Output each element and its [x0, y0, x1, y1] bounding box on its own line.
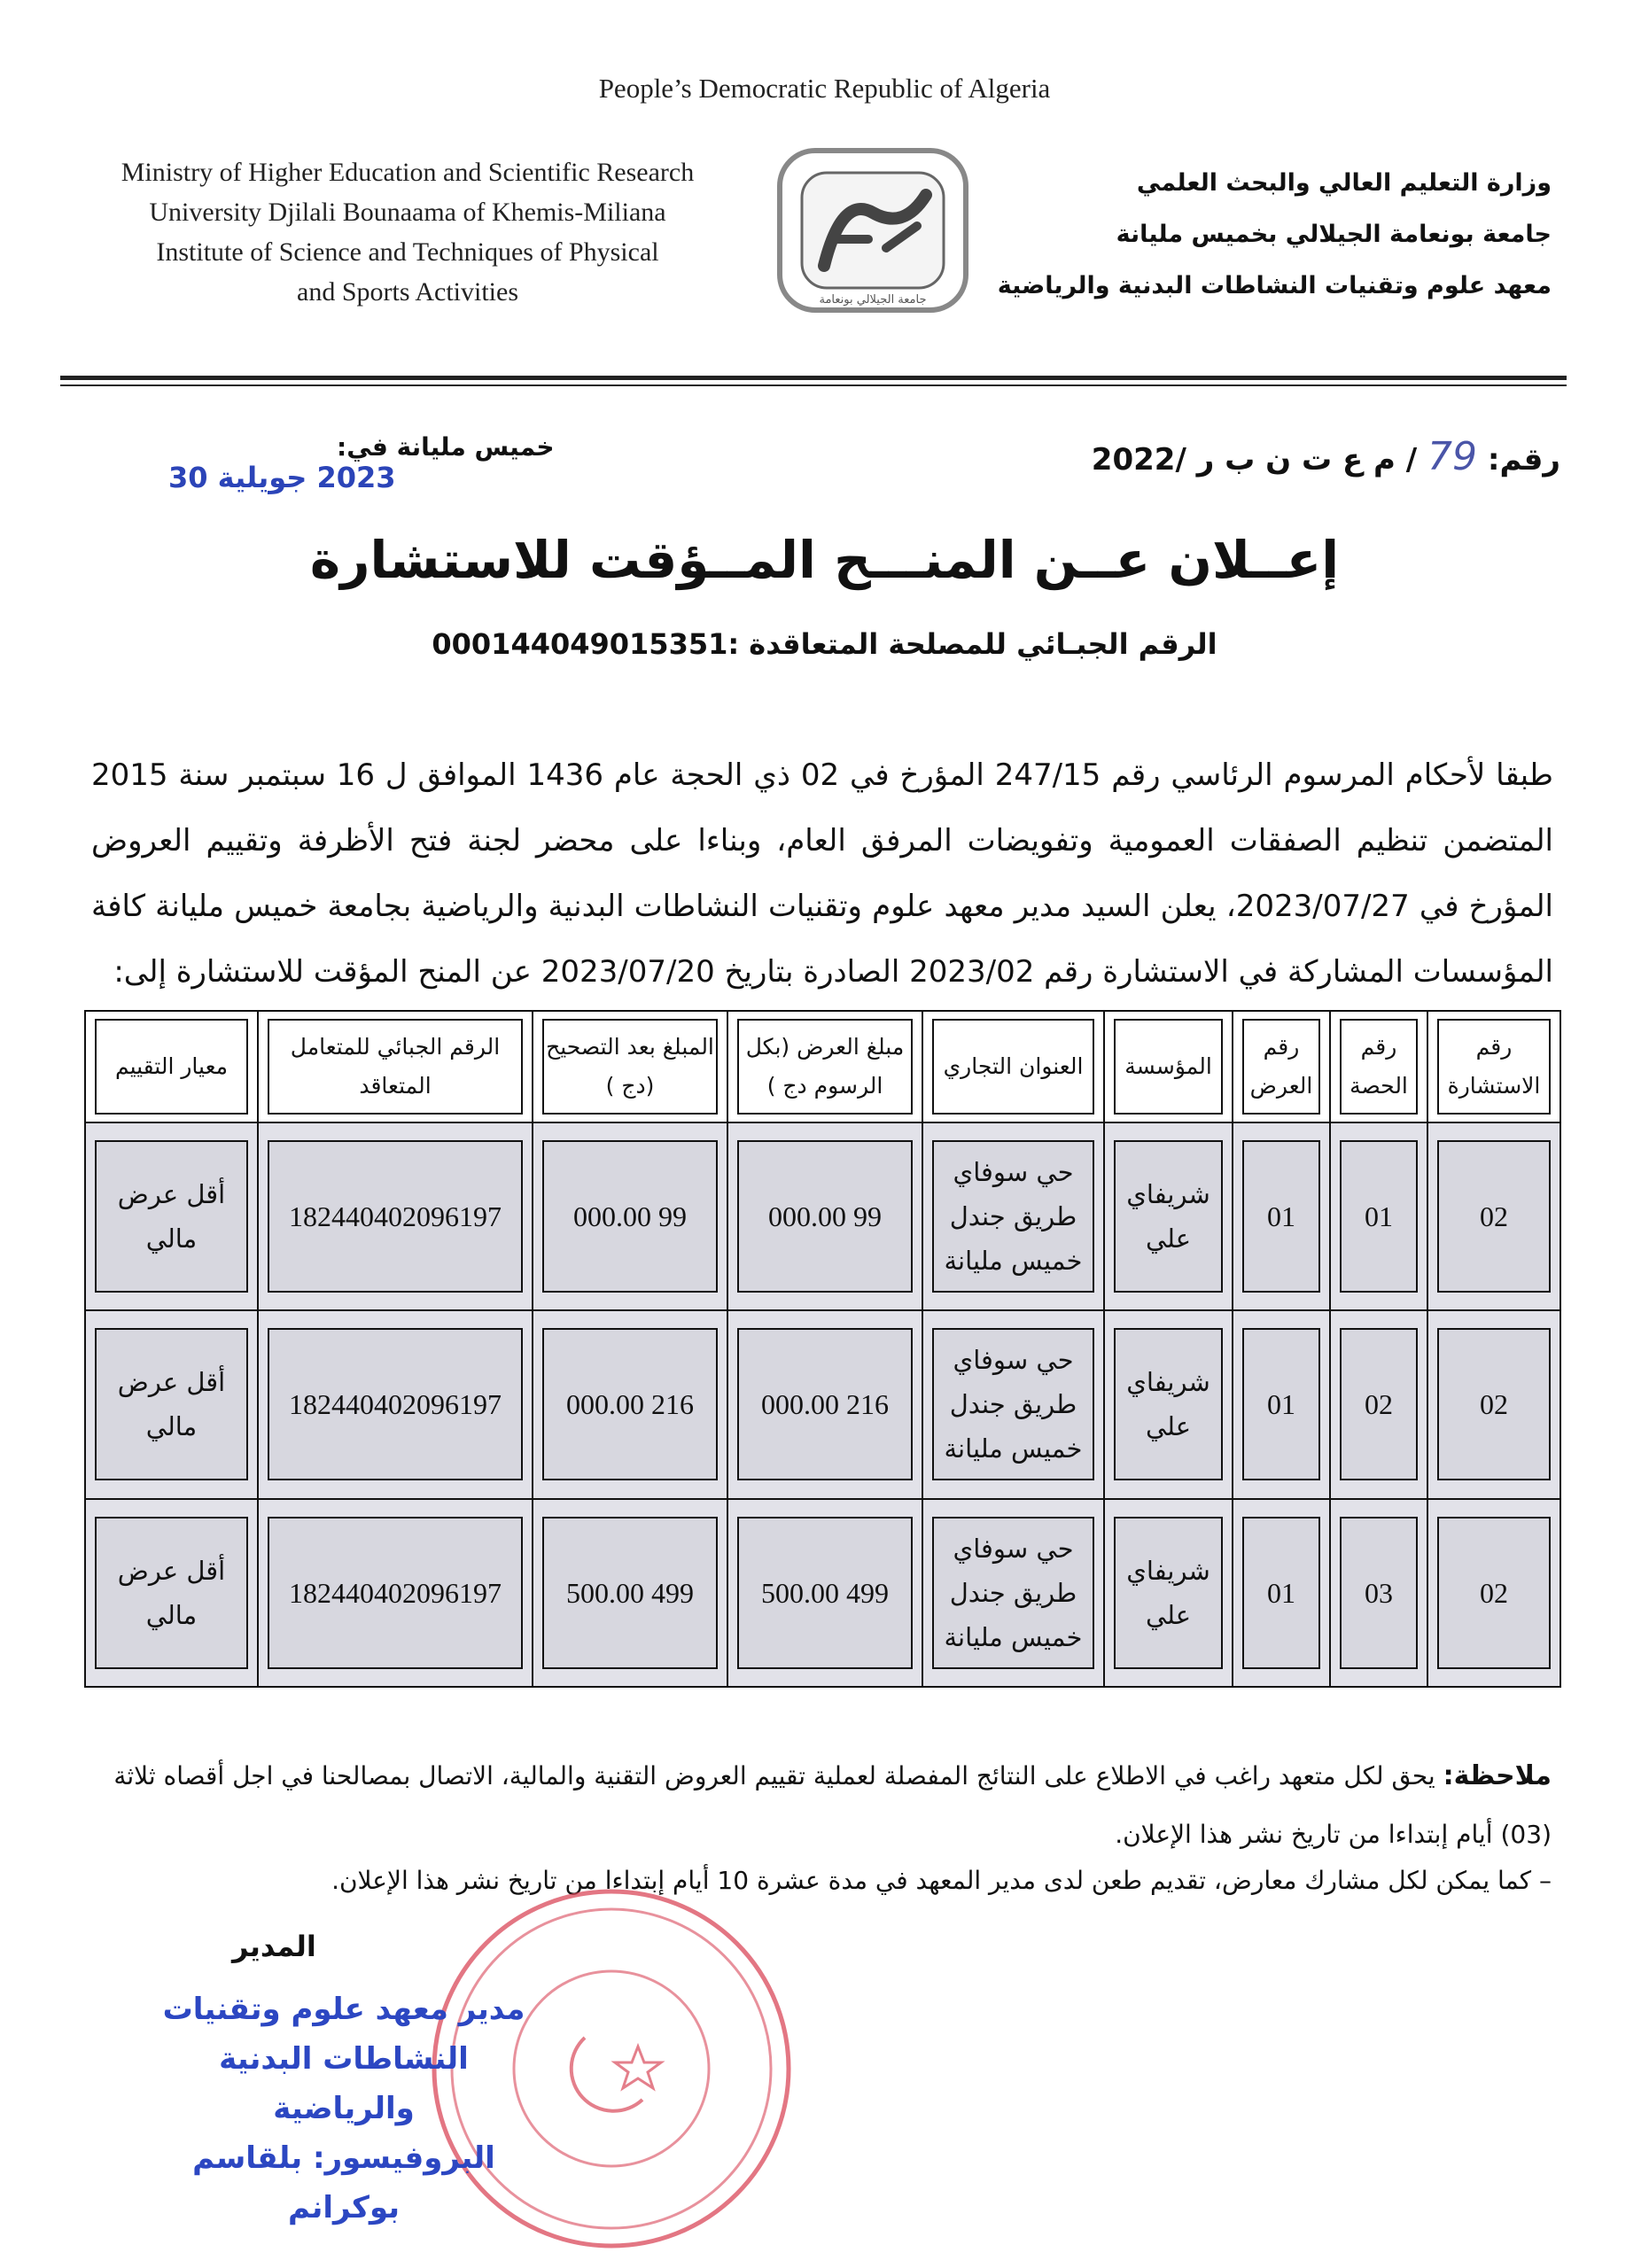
cell-lot: 03	[1340, 1517, 1418, 1669]
header-tax-number: الرقم الجبائي للمتعامل المتعاقد	[268, 1019, 523, 1115]
date-stamp: 2023 جويلية 30	[168, 461, 396, 494]
republic-title: People’s Democratic Republic of Algeria	[598, 73, 1051, 104]
reference-label: رقم:	[1487, 442, 1560, 478]
cell-lot: 02	[1340, 1328, 1418, 1480]
cell-company: شريفاي علي	[1114, 1140, 1223, 1293]
tax-id-subtitle: الرقم الجبـائي للمصلحة المتعاقدة :000144049015351	[432, 627, 1217, 661]
note-label: ملاحظة:	[1443, 1760, 1552, 1791]
cell-offer: 01	[1242, 1140, 1320, 1293]
stamp-line-2: النشاطات البدنية والرياضية	[219, 2041, 469, 2126]
university-ar: جامعة بونعامة الجيلالي بخميس مليانة	[1116, 221, 1552, 248]
svg-text:جامعة الجيلالي بونعامة: جامعة الجيلالي بونعامة	[819, 293, 927, 307]
note-text: يحق لكل متعهد راغب في الاطلاع على النتائج المفصلة لعملية تقييم العروض التقنية والمالية، الاتصال بمصالحنا في اجل أقصاه ثلاثة (03) أيام إبتداءا من تاريخ نشر هذا الإعلان.	[113, 1761, 1552, 1849]
cell-criterion: أقل عرض مالي	[95, 1140, 248, 1293]
header-consultation-number: رقم الاستشارة	[1437, 1019, 1551, 1115]
table-row	[85, 1499, 1560, 1687]
header-offer-number: رقم العرض	[1242, 1019, 1320, 1115]
header-lot-number: رقم الحصة	[1340, 1019, 1418, 1115]
cell-criterion: أقل عرض مالي	[95, 1517, 248, 1669]
cell-consultation: 02	[1437, 1328, 1551, 1480]
cell-address: حي سوفاي طريق جندل خميس مليانة	[932, 1140, 1094, 1293]
cell-consultation: 02	[1437, 1140, 1551, 1293]
header-company: المؤسسة	[1114, 1019, 1223, 1115]
university-logo	[762, 142, 984, 319]
cell-tax-number: 182440402096197	[268, 1328, 523, 1480]
header-commercial-address: العنوان التجاري	[932, 1019, 1094, 1115]
cell-company: شريفاي علي	[1114, 1517, 1223, 1669]
table-header-row	[85, 1011, 1560, 1122]
appeal-note: – كما يمكن لكل مشارك معارض، تقديم طعن لدى مدير المعهد في مدة عشرة 10 أيام إبتداءا من تاريخ نشر هذا الإعلان.	[331, 1866, 1552, 1895]
cell-offer-amount: 216 000.00	[737, 1328, 913, 1480]
reference-suffix: / م ع ت ن ب ر /2022	[1091, 442, 1418, 478]
stamp-line-1: مدير معهد علوم وتقنيات	[162, 1992, 525, 2027]
header-divider-thin	[60, 384, 1567, 386]
institute-en-line1: Institute of Science and Techniques of Physical	[156, 237, 659, 267]
cell-consultation: 02	[1437, 1517, 1551, 1669]
institution-name-english	[71, 152, 744, 312]
director-title: المدير	[232, 1930, 316, 1963]
cell-offer-amount: 499 500.00	[737, 1517, 913, 1669]
reference-number	[1092, 434, 1560, 479]
cell-address: حي سوفاي طريق جندل خميس مليانة	[932, 1328, 1094, 1480]
cell-offer: 01	[1242, 1517, 1320, 1669]
reference-handwritten-number: 79	[1427, 434, 1478, 479]
cell-corrected-amount: 499 500.00	[542, 1517, 718, 1669]
award-table	[84, 1010, 1561, 1688]
table-row	[85, 1122, 1560, 1310]
announcement-body: طبقا لأحكام المرسوم الرئاسي رقم 247/15 المؤرخ في 02 ذي الحجة عام 1436 الموافق ل 16 سبتمبر سنة 2015 المتضمن تنظيم الصفقات العمومية وتفويضات المرفق العام، وبناءا على محضر لجنة فتح الأظرفة وتقييم العروض المؤرخ في 2023/07/27، يعلن السيد مدير معهد علوم وتقنيات النشاطات البدنية والرياضية بجامعة خميس مليانة كافة المؤسسات المشاركة في الاستشارة رقم 2023/02 الصادرة بتاريخ 2023/07/20 عن المنح المؤقت للاستشارة إلى:	[91, 757, 1554, 990]
page-title: إعــلان عــن المنـــح المــؤقت للاستشارة	[309, 530, 1340, 590]
header-divider-thick	[60, 376, 1567, 380]
institute-ar: معهد علوم وتقنيات النشاطات البدنية والرياضية	[997, 272, 1552, 299]
ministry-ar: وزارة التعليم العالي والبحث العلمي	[1136, 169, 1552, 197]
institute-en-line2: and Sports Activities	[297, 277, 518, 307]
cell-tax-number: 182440402096197	[268, 1517, 523, 1669]
cell-corrected-amount: 99 000.00	[542, 1140, 718, 1293]
cell-tax-number: 182440402096197	[268, 1140, 523, 1293]
note-paragraph	[81, 1747, 1552, 1864]
place-label: خميس مليانة في:	[337, 432, 555, 462]
ministry-en: Ministry of Higher Education and Scientific Research	[121, 158, 695, 187]
institution-name-arabic	[984, 158, 1552, 312]
table-row	[85, 1310, 1560, 1498]
cell-offer-amount: 99 000.00	[737, 1140, 913, 1293]
header-corrected-amount: المبلغ بعد التصحيح (دج )	[542, 1019, 718, 1115]
cell-criterion: أقل عرض مالي	[95, 1328, 248, 1480]
stamp-line-3: البروفيسور: بلقاسم بوكرانم	[192, 2140, 495, 2225]
cell-address: حي سوفاي طريق جندل خميس مليانة	[932, 1517, 1094, 1669]
director-signature-stamp	[149, 1984, 539, 2233]
header-offer-amount: مبلغ العرض (بكل الرسوم دج )	[737, 1019, 913, 1115]
cell-lot: 01	[1340, 1140, 1418, 1293]
cell-corrected-amount: 216 000.00	[542, 1328, 718, 1480]
header-evaluation-criterion: معيار التقييم	[95, 1019, 248, 1115]
university-en: University Djilali Bounaama of Khemis-Miliana	[149, 198, 666, 227]
cell-offer: 01	[1242, 1328, 1320, 1480]
cell-company: شريفاي علي	[1114, 1328, 1223, 1480]
